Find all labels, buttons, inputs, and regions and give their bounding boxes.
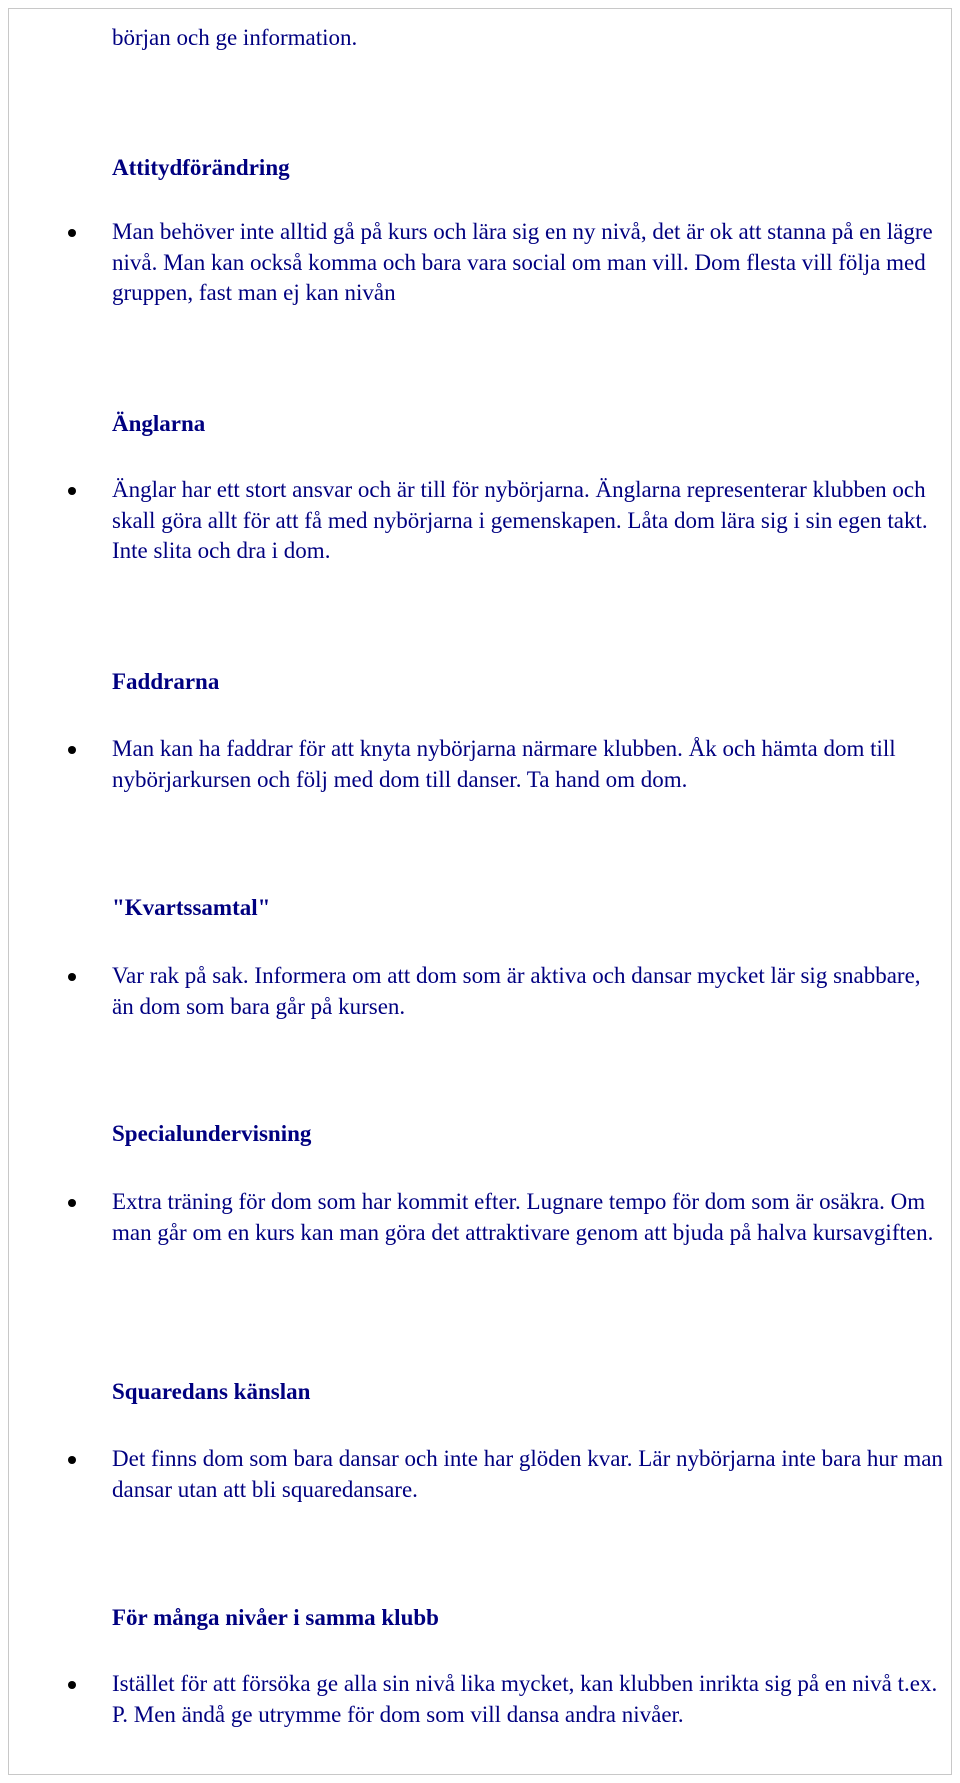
list-item <box>112 217 944 309</box>
list-item-text: Var rak på sak. Informera om att dom som är aktiva och dansar mycket lär sig snabbare, än dom som bara går på kursen. <box>112 963 921 1019</box>
bullet-icon <box>68 1681 76 1689</box>
list-item-text: Man kan ha faddrar för att knyta nybörjarna närmare klubben. Åk och hämta dom till nybörjarkursen och följ med dom till danser. Ta hand om dom. <box>112 736 896 792</box>
list-item-text: Det finns dom som bara dansar och inte har glöden kvar. Lär nybörjarna inte bara hur man dansar utan att bli squaredansare. <box>112 1446 943 1502</box>
bullet-icon <box>68 973 76 981</box>
bullet-icon <box>68 1456 76 1464</box>
section-heading-specialundervisning: Specialundervisning <box>112 1121 312 1146</box>
bullet-icon <box>68 746 76 754</box>
bullet-icon <box>68 487 76 495</box>
list-item <box>112 1444 944 1505</box>
list-item <box>112 1669 944 1730</box>
section-heading-faddrarna: Faddrarna <box>112 669 220 694</box>
list-item <box>112 475 944 567</box>
list-item-text: Man behöver inte alltid gå på kurs och lära sig en ny nivå, det är ok att stanna på en lägre nivå. Man kan också komma och bara vara social om man vill. Dom flesta vill följa med gruppen, fast man ej kan nivån <box>112 219 933 305</box>
list-item-text: Änglar har ett stort ansvar och är till för nybörjarna. Änglarna representerar klubben och skall göra allt för att få med nybörjarna i gemenskapen. Låta dom lära sig i sin egen takt. Inte slita och dra i dom. <box>112 477 928 563</box>
list-item <box>112 961 944 1022</box>
document-page <box>8 8 952 1775</box>
section-heading-anglarna: Änglarna <box>112 411 206 436</box>
list-item <box>112 1187 944 1248</box>
section-heading-attitydforandring: Attitydförändring <box>112 155 290 180</box>
section-heading-squaredans-kanslan: Squaredans känslan <box>112 1379 311 1404</box>
intro-text: början och ge information. <box>112 25 358 50</box>
list-item <box>112 734 944 795</box>
list-item-text: Extra träning för dom som har kommit efter. Lugnare tempo för dom som är osäkra. Om man går om en kurs kan man göra det attraktivare genom att bjuda på halva kursavgiften. <box>112 1189 934 1245</box>
bullet-icon <box>68 229 76 237</box>
list-item-text: Istället för att försöka ge alla sin nivå lika mycket, kan klubben inrikta sig på en nivå t.ex. P. Men ändå ge utrymme för dom som vill dansa andra nivåer. <box>112 1671 938 1727</box>
section-heading-for-manga-nivaer: För många nivåer i samma klubb <box>112 1605 439 1630</box>
bullet-icon <box>68 1199 76 1207</box>
section-heading-kvartssamtal: "Kvartssamtal" <box>112 895 271 920</box>
